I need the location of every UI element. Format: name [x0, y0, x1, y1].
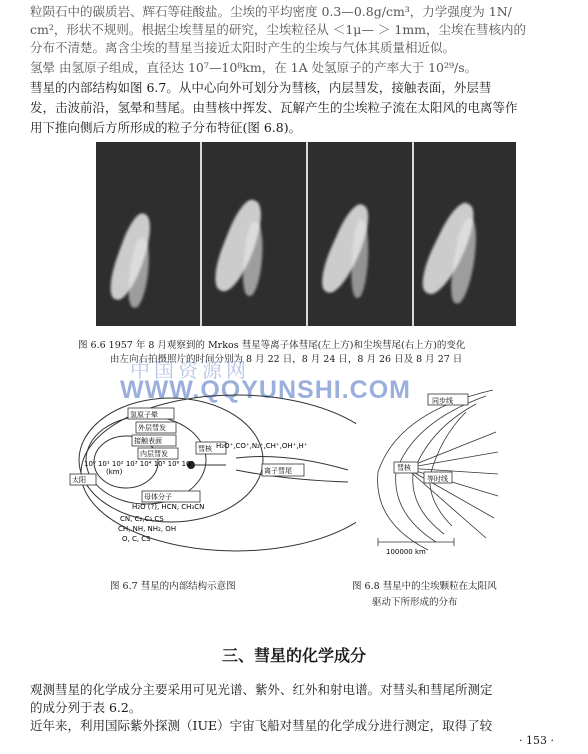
section-title: 三、彗星的化学成分	[222, 646, 367, 665]
label-contact-surface: 接触表面	[134, 437, 162, 445]
photo-aug-22	[96, 142, 202, 326]
figure-6-8-caption-line2: 驱动下所形成的分布	[372, 597, 458, 608]
label-species-2: CN, C₂,C₃,CS	[120, 515, 164, 523]
label-distance-unit: (km)	[106, 468, 123, 476]
body-line: 分布不清楚。离含尘埃的彗星当接近太阳时产生的尘埃与气体其质量相近似。	[30, 40, 456, 55]
figure-6-6-caption-line2: 由左向右拍摄照片的时间分别为 8 月 22 日，8 月 24 日，8 月 26 日及 8 月 27 日	[110, 354, 463, 365]
figure-6-7-diagram	[66, 388, 356, 578]
label-species-1: H₂O (?), HCN, CH₃CN	[132, 503, 205, 511]
watermark-cn: 中国资源网	[130, 358, 250, 382]
figure-6-6-caption: 图 6.6 1957 年 8 月观察到的 Mrkos 彗星等离子体彗尾(左上方)和尘埃彗尾(右上方)的变化	[78, 340, 466, 351]
photo-aug-26	[308, 142, 414, 326]
label-plasma-tail: 离子彗尾	[264, 467, 292, 475]
label-sun: 太阳	[72, 476, 86, 484]
section-line: 近年来，利用国际紫外探测（IUE）宇宙飞船对彗星的化学成分进行测定，取得了较	[30, 718, 493, 733]
comet-photographs	[96, 142, 516, 326]
label-distance-scale: 10⁰ 10¹ 10² 10³ 10⁴ 10⁵ 10⁶ 10⁷	[84, 460, 194, 468]
label-nucleus: 彗核	[198, 445, 212, 453]
body-line: 发，击波前沿，氢晕和彗尾。由彗核中挥发、瓦解产生的尘埃粒子流在太阳风的电离等作	[30, 100, 518, 115]
body-line: 用下推向侧后方所形成的粒子分布特征(图 6.8)。	[30, 120, 302, 135]
figure-6-7-caption: 图 6.7 彗星的内部结构示意图	[110, 581, 236, 592]
label-ion-species: H₂O⁺,CO⁺,N₂⁺,CH⁺,OH⁺,H⁺	[216, 442, 308, 450]
section-line: 观测彗星的化学成分主要采用可见光谱、紫外、红外和射电谱。对彗头和彗尾所测定	[30, 682, 493, 697]
photo-aug-24	[202, 142, 308, 326]
label-nucleus-6-8: 彗核	[397, 464, 411, 472]
label-inner-coma: 内层彗发	[140, 450, 168, 458]
figure-6-8-caption: 图 6.8 彗星中的尘埃颗粒在太阳风	[352, 581, 497, 592]
body-line: 彗星的内部结构如图 6.7。从中心向外可划分为彗核，内层彗发，接触表面，外层彗	[30, 80, 492, 95]
body-line: cm²，形状不规则。根据尘埃彗星的研究，尘埃粒径从 ＜1μ— ＞ 1mm，尘埃在彗核内的	[30, 22, 527, 37]
label-species-4: O, C, CS	[122, 535, 151, 543]
page-number: · 153 ·	[519, 734, 554, 747]
label-synchrone: 同步线	[432, 397, 453, 405]
figure-6-8-diagram	[358, 382, 508, 562]
body-line: 粒陨石中的碳质岩、辉石等硅酸盐。尘埃的平均密度 0.3—0.8g/cm³，力学强度为 1N/	[30, 4, 512, 19]
body-line: 氢晕 由氢原子组成，直径达 10⁷—10⁸km，在 1A 处氢原子的产率大于 10²⁹/s。	[30, 60, 478, 75]
watermark-url: WWW.QQYUNSHI.COM	[120, 376, 411, 404]
label-isochrone: 等时线	[427, 475, 448, 483]
label-hydrogen-halo: 氢原子晕	[130, 411, 158, 419]
label-scale-bar: 100000 km	[386, 548, 426, 556]
label-species-3: CH, NH, NH₂, OH	[118, 525, 177, 533]
section-line: 的成分列于表 6.2。	[30, 700, 142, 715]
label-parent-molecules: 母体分子	[144, 493, 172, 501]
photo-aug-27	[414, 142, 516, 326]
label-outer-coma: 外层彗发	[138, 424, 166, 432]
